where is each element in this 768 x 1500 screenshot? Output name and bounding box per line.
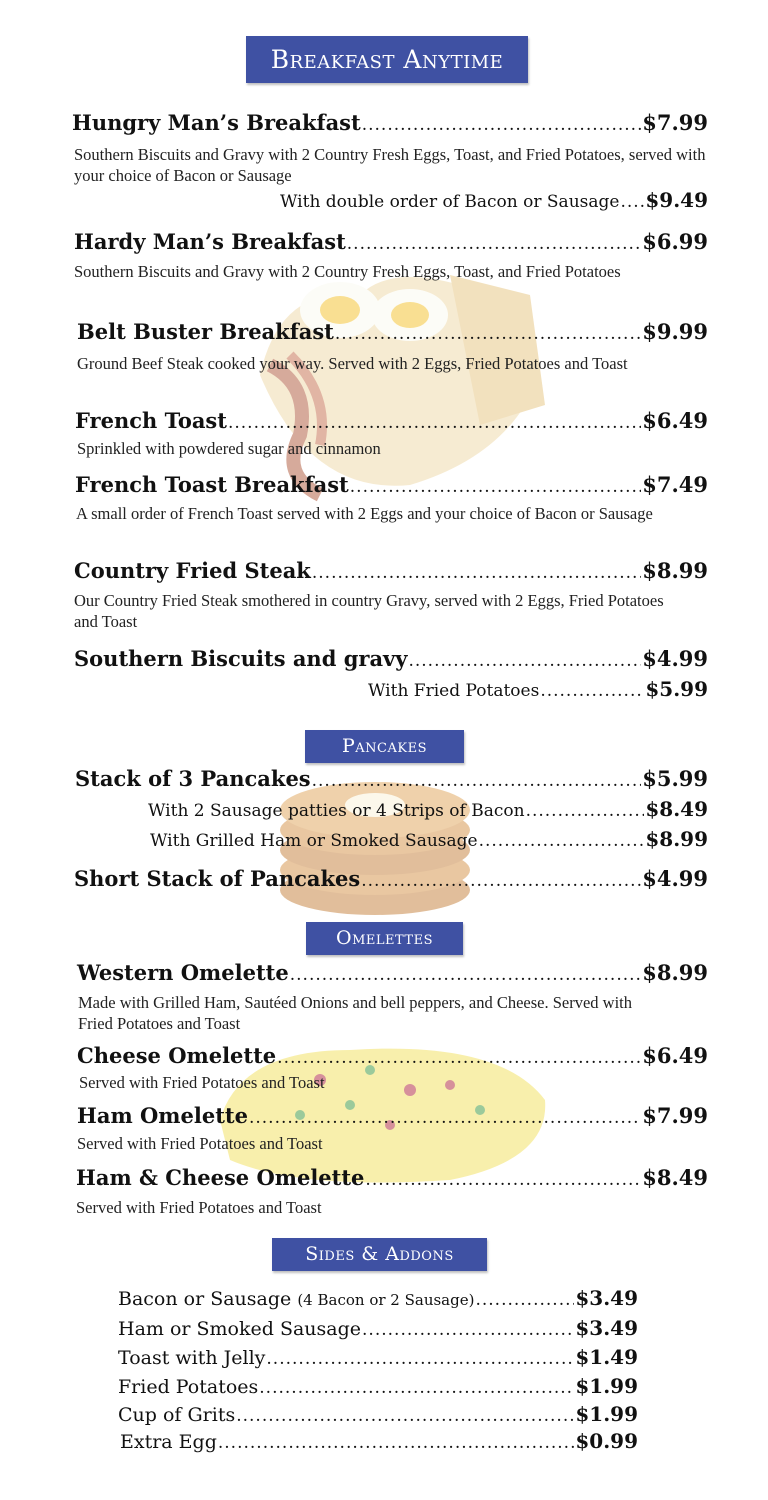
item-name: French Toast Breakfast xyxy=(75,472,349,497)
item-name: Bacon or Sausage (4 Bacon or 2 Sausage) xyxy=(118,1288,475,1310)
item-price: $9.99 xyxy=(642,319,708,344)
item-description: Sprinkled with powdered sugar and cinnamon xyxy=(77,439,381,458)
menu-item-stack-of-3 xyxy=(75,766,708,791)
side-item-extra-egg xyxy=(120,1429,638,1453)
item-name: Toast with Jelly xyxy=(118,1347,266,1369)
item-price: $7.49 xyxy=(642,472,708,497)
item-name: Hardy Man’s Breakfast xyxy=(74,229,346,254)
item-price: $3.49 xyxy=(575,1286,638,1310)
side-item-toast-jelly xyxy=(118,1345,638,1369)
menu-subitem-ham-sausage xyxy=(150,827,708,851)
menu-item-biscuits-gravy xyxy=(74,646,708,671)
item-name: Stack of 3 Pancakes xyxy=(75,766,311,791)
item-name: With Fried Potatoes xyxy=(368,681,540,701)
item-name: With Grilled Ham or Smoked Sausage xyxy=(150,831,478,851)
item-description: Made with Grilled Ham, Sautéed Onions and bell peppers, and Cheese. Served with Fried Potatoes and Toast xyxy=(78,993,632,1033)
sides-addons-banner: Sides & Addons xyxy=(272,1238,487,1271)
menu-item-western-omelette xyxy=(77,960,708,985)
item-price: $8.49 xyxy=(645,797,708,821)
item-name: Ham Omelette xyxy=(77,1103,248,1128)
item-price: $7.99 xyxy=(642,1103,708,1128)
item-price: $1.99 xyxy=(575,1374,638,1398)
item-note: (4 Bacon or 2 Sausage) xyxy=(297,1291,475,1309)
breakfast-anytime-banner: Breakfast Anytime xyxy=(246,36,528,83)
item-description: Served with Fried Potatoes and Toast xyxy=(76,1198,322,1217)
menu-item-hungry-man xyxy=(72,110,708,135)
item-name: Short Stack of Pancakes xyxy=(74,866,361,891)
item-price: $9.49 xyxy=(645,188,708,212)
item-name: Hungry Man’s Breakfast xyxy=(72,110,361,135)
item-description: Our Country Fried Steak smothered in country Gravy, served with 2 Eggs, Fried Potatoes and Toast xyxy=(74,591,664,631)
item-price: $5.99 xyxy=(642,766,708,791)
breakfast-plate-illustration xyxy=(210,255,560,505)
menu-item-ham-omelette xyxy=(77,1103,708,1128)
item-price: $8.99 xyxy=(642,960,708,985)
item-name: With 2 Sausage patties or 4 Strips of Bacon xyxy=(148,801,525,821)
item-description: Served with Fried Potatoes and Toast xyxy=(77,1134,323,1153)
item-description: Served with Fried Potatoes and Toast xyxy=(79,1073,325,1092)
menu-item-ham-cheese-omelette xyxy=(76,1165,708,1190)
menu-item-country-fried-steak xyxy=(74,558,708,583)
item-description: Southern Biscuits and Gravy with 2 Country Fresh Eggs, Toast, and Fried Potatoes xyxy=(74,262,621,281)
item-description: Ground Beef Steak cooked your way. Served with 2 Eggs, Fried Potatoes and Toast xyxy=(77,354,628,373)
item-name: With double order of Bacon or Sausage xyxy=(280,192,620,212)
item-price: $1.49 xyxy=(575,1345,638,1369)
side-item-ham-sausage xyxy=(118,1316,638,1340)
item-name: Belt Buster Breakfast xyxy=(77,319,334,344)
item-price: $0.99 xyxy=(575,1429,638,1453)
item-price: $8.99 xyxy=(645,827,708,851)
item-price: $8.49 xyxy=(642,1165,708,1190)
menu-item-french-toast-breakfast xyxy=(75,472,708,497)
side-item-fried-potatoes xyxy=(118,1374,638,1398)
pancakes-banner: Pancakes xyxy=(305,730,464,763)
item-price: $4.99 xyxy=(642,866,708,891)
item-price: $7.99 xyxy=(642,110,708,135)
item-price: $6.99 xyxy=(642,229,708,254)
menu-item-french-toast xyxy=(75,408,708,433)
item-name: Cup of Grits xyxy=(118,1404,236,1426)
item-name: Country Fried Steak xyxy=(74,558,311,583)
item-name: Western Omelette xyxy=(77,960,289,985)
item-name: French Toast xyxy=(75,408,227,433)
menu-item-cheese-omelette xyxy=(77,1043,708,1068)
item-name: Ham or Smoked Sausage xyxy=(118,1318,362,1340)
menu-subitem-fried-potatoes xyxy=(368,677,708,701)
item-price: $8.99 xyxy=(642,558,708,583)
item-price: $4.99 xyxy=(642,646,708,671)
item-name: Extra Egg xyxy=(120,1431,217,1453)
item-description: A small order of French Toast served with 2 Eggs and your choice of Bacon or Sausage xyxy=(76,504,653,523)
item-name: Southern Biscuits and gravy xyxy=(74,646,408,671)
menu-subitem-double-order xyxy=(280,188,708,212)
item-name: Ham & Cheese Omelette xyxy=(76,1165,365,1190)
menu-item-short-stack xyxy=(74,866,708,891)
item-name: Fried Potatoes xyxy=(118,1376,259,1398)
side-item-grits xyxy=(118,1402,638,1426)
item-price: $6.49 xyxy=(642,408,708,433)
menu-item-hardy-man xyxy=(74,229,708,254)
item-price: $5.99 xyxy=(645,677,708,701)
item-price: $3.49 xyxy=(575,1316,638,1340)
side-item-bacon-sausage xyxy=(118,1286,638,1310)
menu-item-belt-buster xyxy=(77,319,708,344)
item-price: $1.99 xyxy=(575,1402,638,1426)
menu-subitem-sausage-bacon xyxy=(148,797,708,821)
item-name: Cheese Omelette xyxy=(77,1043,277,1068)
item-price: $6.49 xyxy=(642,1043,708,1068)
omelettes-banner: Omelettes xyxy=(306,922,463,955)
item-description: Southern Biscuits and Gravy with 2 Country Fresh Eggs, Toast, and Fried Potatoes, served with your choice of Bacon or Sausage xyxy=(74,145,706,185)
